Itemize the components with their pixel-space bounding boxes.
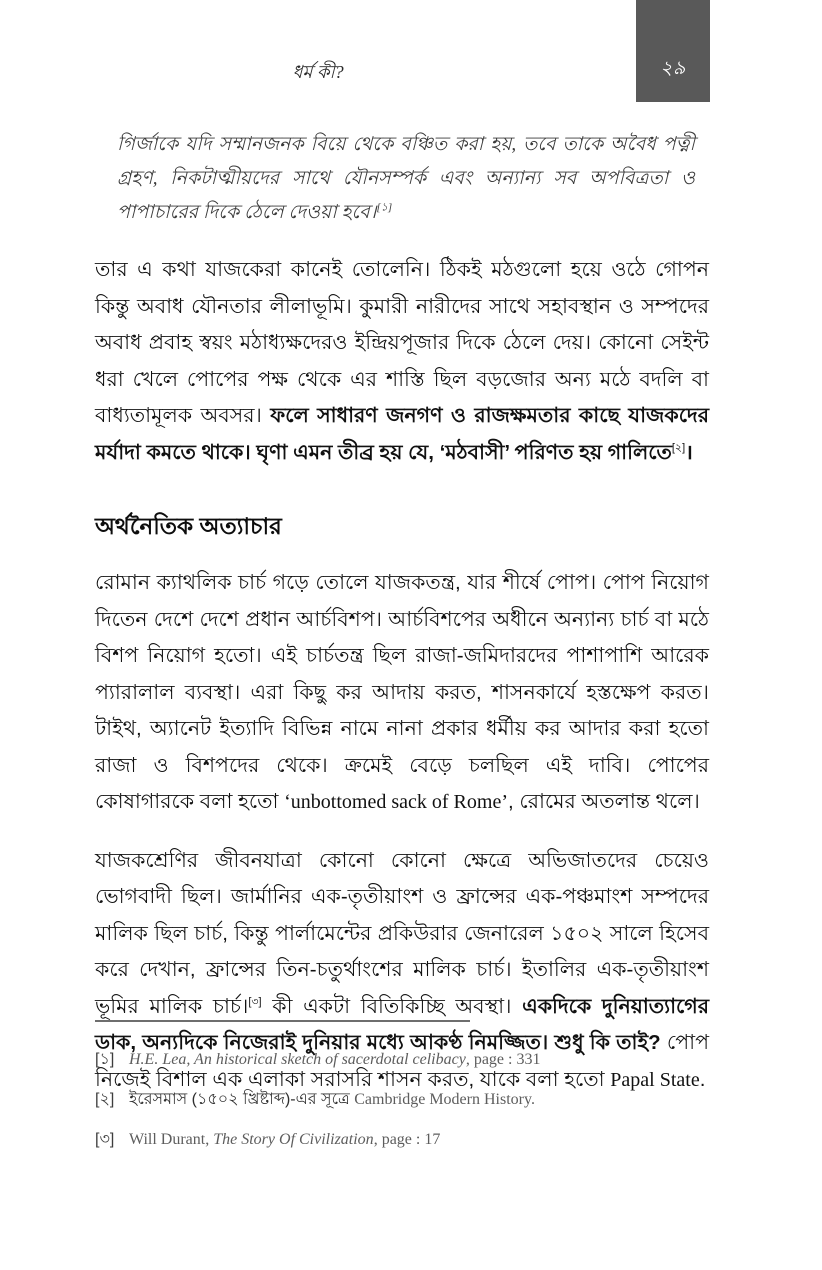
paragraph-bold-segment: ফলে সাধারণ জনগণ ও রাজক্ষমতার কাছে যাজকদের মর্যাদা কমতে থাকে। ঘৃণা এমন তীব্র হয় যে, ‘মঠবাসী’ পরিণত হয় গালিতে	[95, 404, 709, 464]
footnote-marker-1: [১]	[95, 1051, 115, 1068]
hierarchy-text-part2: , রোমের অতলান্ত থলে।	[507, 790, 700, 813]
footnote-3-author: Will Durant,	[129, 1131, 214, 1148]
hierarchy-text-part1: রোমান ক্যাথলিক চার্চ গড়ে তোলে যাজকতন্ত্র, যার শীর্ষে পোপ। পোপ নিয়োগ দিতেন দেশে দেশে প্রধান আর্চবিশপ। আর্চবিশপের অধীনে অন্যান্য চার্চ বা মঠে বিশপ নিয়োগ হতো। এই চার্চতন্ত্র ছিল রাজা-জমিদারদের পাশাপাশি আরেক প্যারালাল ব্যবস্থা। এরা কিছু কর আদায় করত, শাসনকার্যে হস্তক্ষেপ করত। টাইথ, অ্যানেট ইত্যাদি বিভিন্ন নামে নানা প্রকার ধর্মীয় কর আদার করা হতো রাজা ও বিশপদের থেকে। ক্রমেই বেড়ে চলছিল এই দাবি। পোপের কোষাগারকে বলা হতো	[95, 571, 709, 813]
running-header-title: ধর্ম কী?	[292, 62, 344, 82]
footnote-text-1	[129, 1048, 709, 1072]
footnote-item-1	[95, 1048, 709, 1072]
wealth-text-part4: .	[699, 1067, 706, 1091]
wealth-text-part2: কী একটা বিতিকিচ্ছি অবস্থা।	[261, 994, 523, 1018]
footnote-1-page: , page : 331	[465, 1051, 541, 1068]
page-number-box	[636, 0, 710, 102]
footnote-ref-3[interactable]: [৩]	[248, 995, 262, 1008]
wealth-bold-segment: একদিকে দুনিয়াত্যাগের ডাক, অন্যদিকে নিজেরাই দুনিয়ার মধ্যে আকণ্ঠ নিমজ্জিত। শুধু কি তাই?	[95, 994, 710, 1054]
footnote-marker-2: [২]	[95, 1091, 115, 1108]
paragraph-monastery-corruption	[95, 252, 709, 471]
paragraph-church-hierarchy	[95, 565, 709, 821]
latin-phrase-unbottomed-sack: ‘unbottomed sack of Rome’	[284, 791, 508, 813]
footnote-2-bengali: ইরেসমাস (১৫০২ খ্রিষ্টাব্দ)-এর সূত্রে	[129, 1091, 355, 1108]
footnotes-section	[95, 1020, 709, 1168]
latin-phrase-papal-state: Papal State	[610, 1068, 700, 1091]
footnote-item-3	[95, 1128, 709, 1152]
footnote-text-3	[129, 1128, 709, 1152]
footnote-item-2	[95, 1088, 709, 1112]
footnote-ref-2[interactable]: [২]	[671, 441, 686, 454]
paragraph-bold-tail: ।	[685, 440, 693, 464]
section-heading: অর্থনৈতিক অত্যাচার	[95, 513, 282, 539]
footnote-text-2	[129, 1088, 709, 1112]
text-column	[95, 128, 709, 1098]
wealth-text-part3: পোপ নিজেই বিশাল এক এলাকা সরাসরি শাসন করত, যাকে বলা হতো	[95, 1031, 709, 1091]
blockquote-text: গির্জাকে যদি সম্মানজনক বিয়ে থেকে বঞ্চিত করা হয়, তবে তাকে অবৈধ পত্নী গ্রহণ, নিকটাত্মীয়দের সাথে যৌনসম্পর্ক এবং অন্যান্য সব অপবিত্রতা ও পাপাচারের দিকে ঠেলে দেওয়া হবে।	[117, 134, 695, 223]
footnote-2-source: Cambridge Modern History.	[354, 1091, 535, 1108]
footnote-ref-1[interactable]: [১]	[376, 201, 393, 214]
footnote-1-title: H.E. Lea, An historical sketch of sacerdotal celibacy	[129, 1051, 466, 1068]
footnote-marker-3: [৩]	[95, 1131, 115, 1148]
wealth-text-part1: যাজকশ্রেণির জীবনযাত্রা কোনো কোনো ক্ষেত্রে অভিজাতদের চেয়েও ভোগবাদী ছিল। জার্মানির এক-তৃতীয়াংশ ও ফ্রান্সের এক-পঞ্চমাংশ সম্পদের মালিক ছিল চার্চ, কিন্তু পার্লামেন্টের প্রকিউরার জেনারেল ১৫০২ সালে হিসেব করে দেখান, ফ্রান্সের তিন-চতুর্থাংশের মালিক চার্চ। ইতালির এক-তৃতীয়াংশ ভূমির মালিক চার্চ।	[95, 848, 709, 1018]
paragraph-normal-lead: তার এ কথা যাজকেরা কানেই তোলেনি। ঠিকই মঠগুলো হয়ে ওঠে গোপন কিন্তু অবাধ যৌনতার লীলাভূমি। কুমারী নারীদের সাথে সহাবস্থান ও সম্পদের অবাধ প্রবাহ স্বয়ং মঠাধ্যক্ষদেরও ইন্দ্রিয়পূজার দিকে ঠেলে দেয়। কোনো সেইন্ট ধরা খেলে পোপের পক্ষ থেকে এর শাস্তি ছিল বড়জোর অন্য মঠে বদলি বা বাধ্যতামূলক অবসর।	[95, 258, 709, 427]
page-number: ২৯	[660, 58, 686, 79]
blockquote-paragraph	[117, 128, 695, 230]
footnote-3-page: , page : 17	[373, 1131, 441, 1148]
footnote-separator-rule	[95, 1020, 470, 1022]
footnote-3-title: The Story Of Civilization	[213, 1131, 374, 1148]
